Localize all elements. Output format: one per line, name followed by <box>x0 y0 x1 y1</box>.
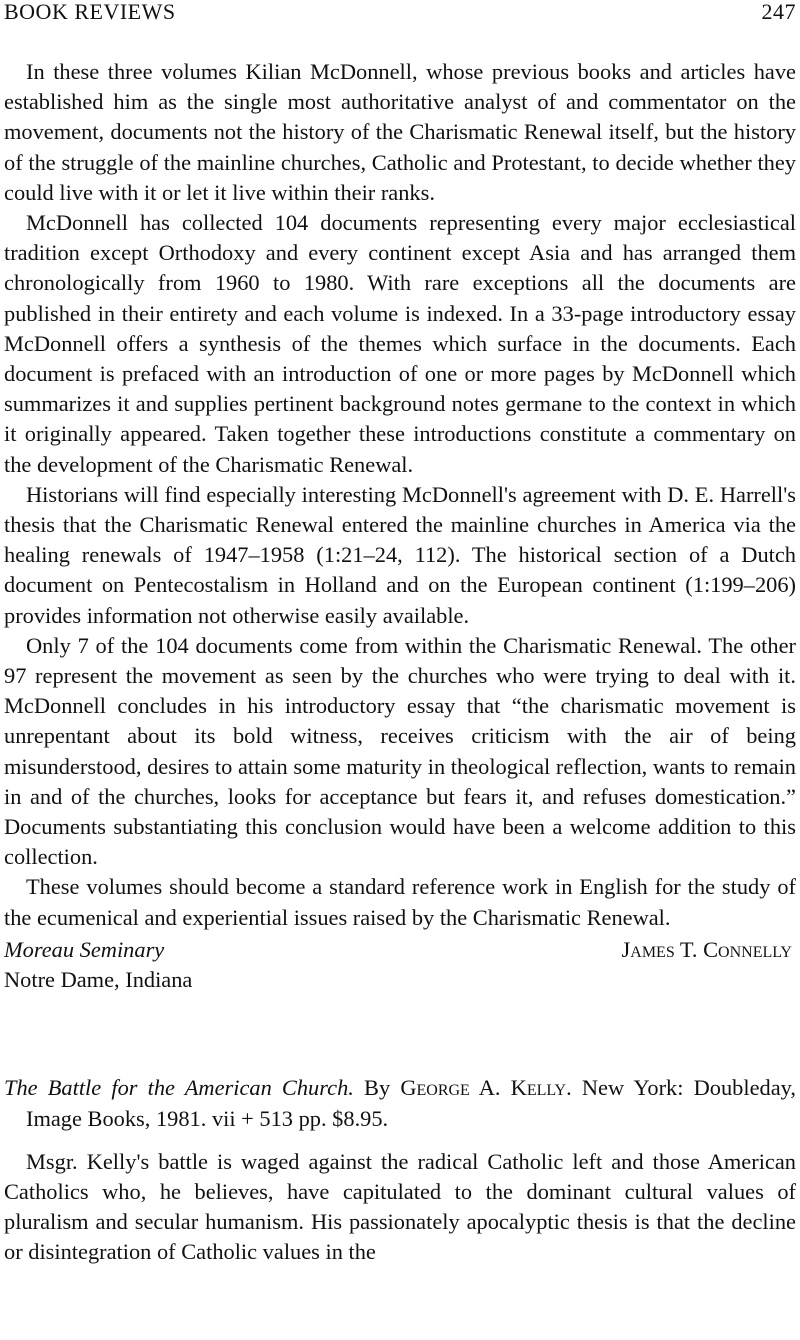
reviewer-location: Notre Dame, Indiana <box>4 967 193 993</box>
review-paragraph: McDonnell has collected 104 documents representing every major ecclesiastical tradition except Orthodoxy and every continent except Asia and has arranged them chronologically from 1960 to 1980. With rare exceptions all the documents are published in their entirety and each volume is indexed. In a 33-page introductory essay McDonnell offers a synthesis of the themes which surface in the documents. Each document is prefaced with an introduction of one or more pages by McDonnell which summarizes it and supplies pertinent background notes germane to the context in which it originally appeared. Taken together these introductions constitute a commentary on the development of the Charismatic Renewal. <box>4 210 796 477</box>
review-connelly <box>4 57 796 995</box>
citation-by: By <box>364 1075 391 1101</box>
book-author: George A. Kelly. <box>400 1075 572 1101</box>
review-paragraph: Only 7 of the 104 documents come from within the Charismatic Renewal. The other 97 represent the movement as seen by the churches who were trying to deal with it. McDonnell concludes in his introductory essay that “the charismatic movement is unrepentant about its bold witness, receives criticism with the air of being misunderstood, desires to attain some maturity in theological reflection, wants to remain in and of the churches, looks for acceptance but fears it, and refuses domestication.” Documents substantiating this conclusion would have been a welcome addition to this collection. <box>4 632 796 870</box>
review-paragraph: Msgr. Kelly's battle is waged against the radical Catholic left and those American Catholics who, he believes, have capitulated to the dominant cultural values of pluralism and secular humanism. His passionately apocalyptic thesis is that the decline or disintegration of Catholic values in the <box>4 1148 796 1265</box>
reviewer-signature <box>4 935 796 965</box>
reviewer-institution: Moreau Seminary <box>4 936 165 962</box>
section-title: BOOK REVIEWS <box>4 0 176 24</box>
review-kelly <box>4 1147 796 1268</box>
book-citation <box>4 1073 796 1133</box>
running-head <box>4 0 796 28</box>
book-title: The Battle for the American Church. <box>4 1075 354 1101</box>
review-paragraph: In these three volumes Kilian McDonnell, whose previous books and articles have established him as the single most authoritative analyst of and commentator on the movement, documents not the history of the Charismatic Renewal itself, but the history of the struggle of the mainline churches, Catholic and Protestant, to decide whether they could live with it or let it live within their ranks. <box>4 59 796 205</box>
book-publication: New York: Doubleday, Image Books, 1981. vii + 513 pp. $8.95. <box>26 1075 796 1131</box>
review-paragraph: Historians will find especially interesting McDonnell's agreement with D. E. Harrell's thesis that the Charismatic Renewal entered the mainline churches in America via the healing renewals of 1947–1958 (1:21–24, 112). The historical section of a Dutch document on Pentecostalism in Holland and on the European continent (1:199–206) provides information not otherwise easily available. <box>4 481 796 628</box>
page-number: 247 <box>761 0 796 24</box>
review-paragraph: These volumes should become a standard reference work in English for the study of the ecumenical and experiential issues raised by the Charismatic Renewal. <box>4 874 796 930</box>
reviewer-name: James T. Connelly <box>621 936 792 962</box>
